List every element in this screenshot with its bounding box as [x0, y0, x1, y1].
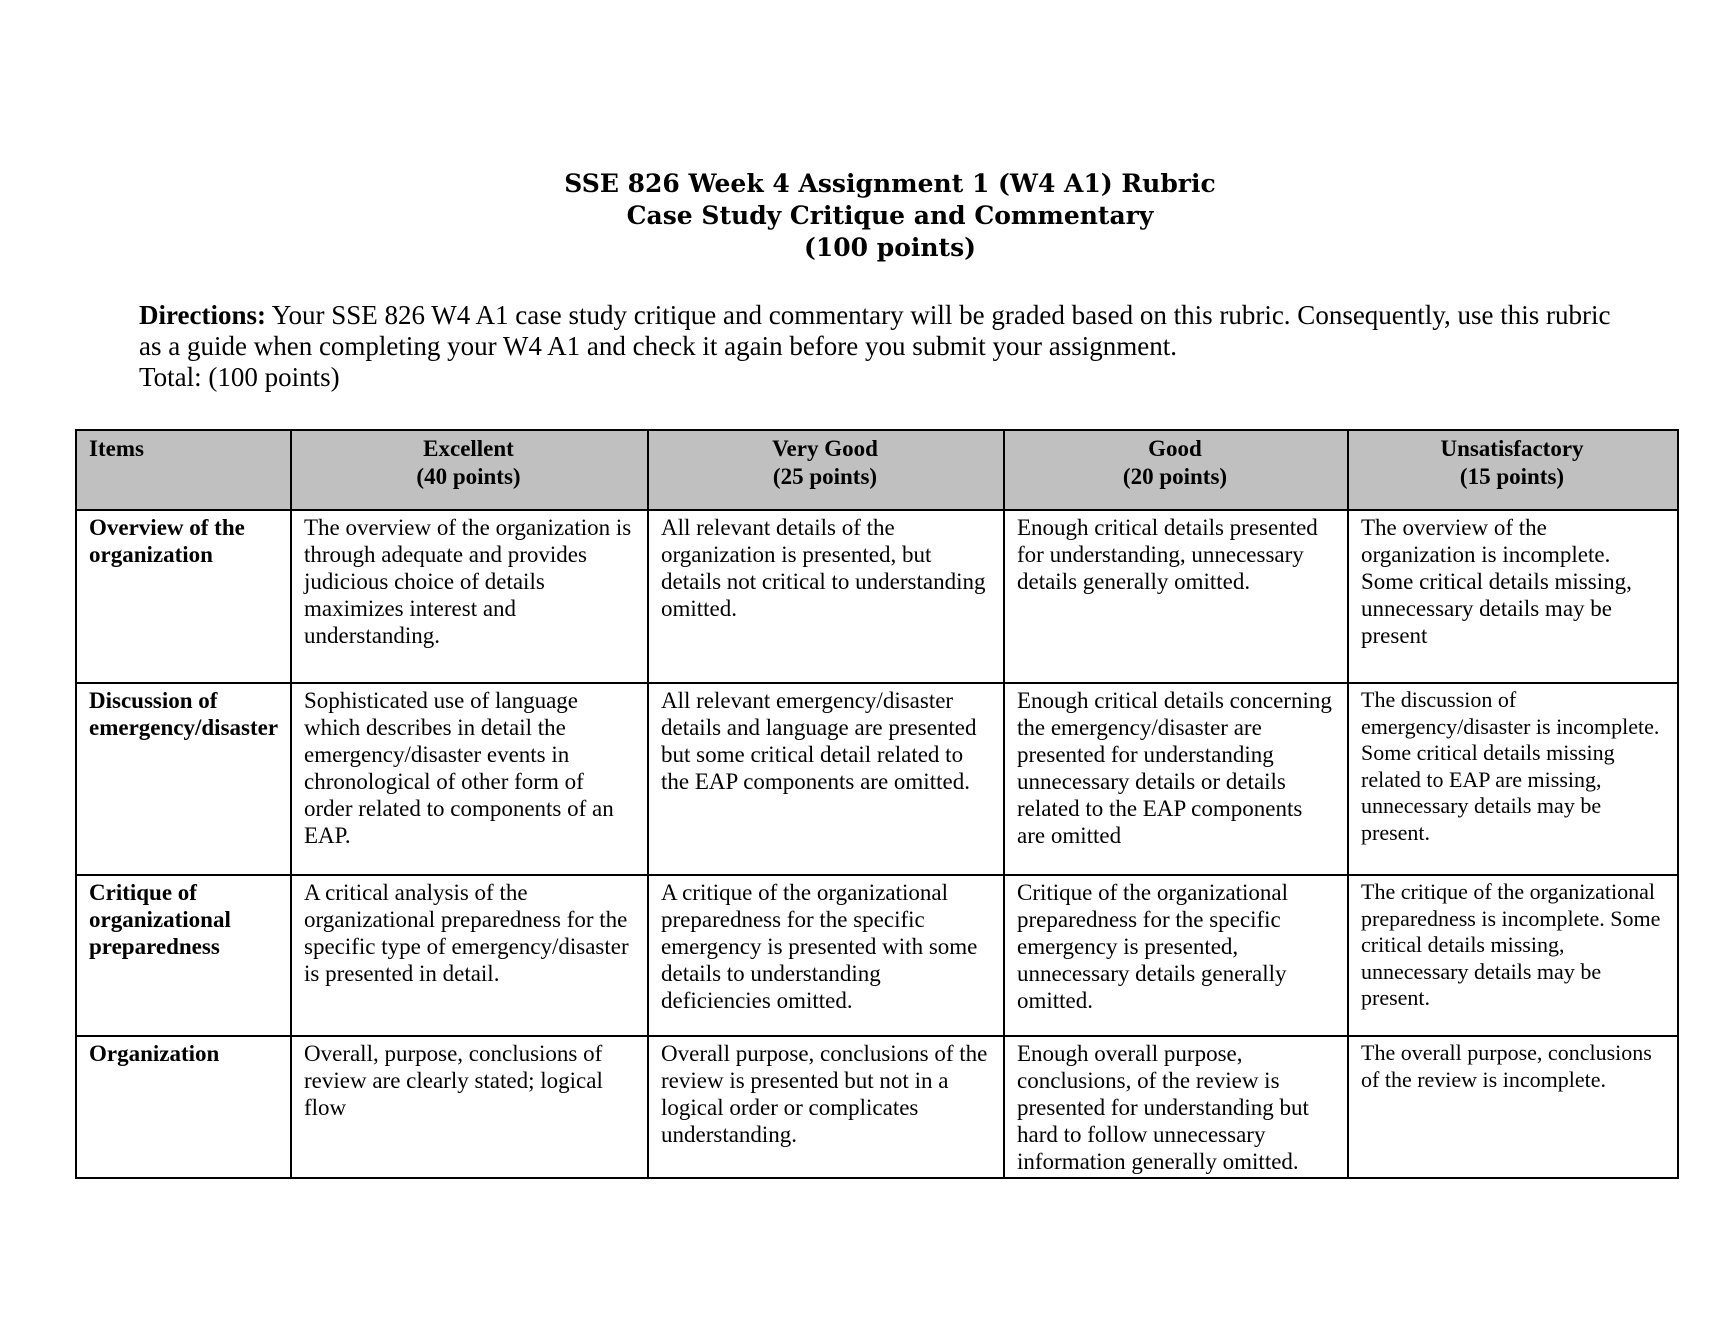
- cell-unsatisfactory: The discussion of emergency/disaster is incomplete. Some critical details missing related to EAP are missing, unnecessary details may be present.: [1348, 683, 1678, 875]
- table-row: [76, 683, 1678, 875]
- directions-paragraph: [139, 300, 1619, 362]
- header-very-good-points: (25 points): [772, 464, 878, 489]
- cell-unsatisfactory: The critique of the organizational preparedness is incomplete. Some critical details missing, unnecessary details may be present.: [1348, 875, 1678, 1036]
- cell-good: Enough critical details concerning the emergency/disaster are presented for understanding unnecessary details or details related to the EAP components are omitted: [1004, 683, 1348, 875]
- cell-good: Enough critical details presented for understanding, unnecessary details generally omitted.: [1004, 510, 1348, 683]
- table-row: [76, 1036, 1678, 1178]
- header-very-good: [648, 430, 1004, 510]
- table-row: [76, 875, 1678, 1036]
- document-title: [0, 168, 1710, 264]
- header-good-points: (20 points): [1122, 464, 1228, 489]
- cell-excellent: The overview of the organization is through adequate and provides judicious choice of details maximizes interest and understanding.: [291, 510, 648, 683]
- cell-very-good: Overall purpose, conclusions of the review is presented but not in a logical order or complicates understanding.: [648, 1036, 1004, 1178]
- cell-good: Critique of the organizational preparedness for the specific emergency is presented, unnecessary details generally omitted.: [1004, 875, 1348, 1036]
- directions-block: [139, 300, 1619, 393]
- cell-very-good: A critique of the organizational preparedness for the specific emergency is presented with some details to understanding deficiencies omitted.: [648, 875, 1004, 1036]
- cell-unsatisfactory: The overview of the organization is incomplete. Some critical details missing, unnecessary details may be present: [1348, 510, 1678, 683]
- cell-excellent: A critical analysis of the organizational preparedness for the specific type of emergency/disaster is presented in detail.: [291, 875, 648, 1036]
- row-item-label: Critique of organizational preparedness: [76, 875, 291, 1036]
- header-good-label: Good: [1148, 436, 1202, 461]
- title-line-1: SSE 826 Week 4 Assignment 1 (W4 A1) Rubric: [564, 169, 1216, 198]
- cell-very-good: All relevant details of the organization is presented, but details not critical to understanding omitted.: [648, 510, 1004, 683]
- directions-label: Directions:: [139, 300, 266, 330]
- cell-excellent: Overall, purpose, conclusions of review are clearly stated; logical flow: [291, 1036, 648, 1178]
- row-item-label: Overview of the organization: [76, 510, 291, 683]
- row-item-label: Organization: [76, 1036, 291, 1178]
- title-line-2: Case Study Critique and Commentary: [626, 201, 1154, 230]
- cell-good: Enough overall purpose, conclusions, of the review is presented for understanding but hard to follow unnecessary information generally omitted.: [1004, 1036, 1348, 1178]
- cell-very-good: All relevant emergency/disaster details and language are presented but some critical detail related to the EAP components are omitted.: [648, 683, 1004, 875]
- directions-text: Your SSE 826 W4 A1 case study critique and commentary will be graded based on this rubric. Consequently, use this rubric as a guide when completing your W4 A1 and check it again before you submit your assignment.: [139, 300, 1611, 361]
- header-items-label: Items: [89, 436, 144, 461]
- table-row: [76, 510, 1678, 683]
- header-excellent: [291, 430, 648, 510]
- header-excellent-label: Excellent: [423, 436, 514, 461]
- header-items: [76, 430, 291, 510]
- header-unsatisfactory: [1348, 430, 1678, 510]
- header-good: [1004, 430, 1348, 510]
- header-excellent-points: (40 points): [416, 464, 521, 489]
- rubric-table: [75, 429, 1679, 1179]
- header-unsatisfactory-label: Unsatisfactory: [1440, 436, 1584, 461]
- cell-unsatisfactory: The overall purpose, conclusions of the review is incomplete.: [1348, 1036, 1678, 1178]
- row-item-label: Discussion of emergency/disaster: [76, 683, 291, 875]
- cell-excellent: Sophisticated use of language which describes in detail the emergency/disaster events in chronological of other form of order related to components of an EAP.: [291, 683, 648, 875]
- header-unsatisfactory-points: (15 points): [1459, 464, 1565, 489]
- total-points: Total: (100 points): [139, 362, 340, 392]
- header-very-good-label: Very Good: [772, 436, 878, 461]
- title-line-3: (100 points): [804, 233, 976, 262]
- rubric-header-row: [76, 430, 1678, 510]
